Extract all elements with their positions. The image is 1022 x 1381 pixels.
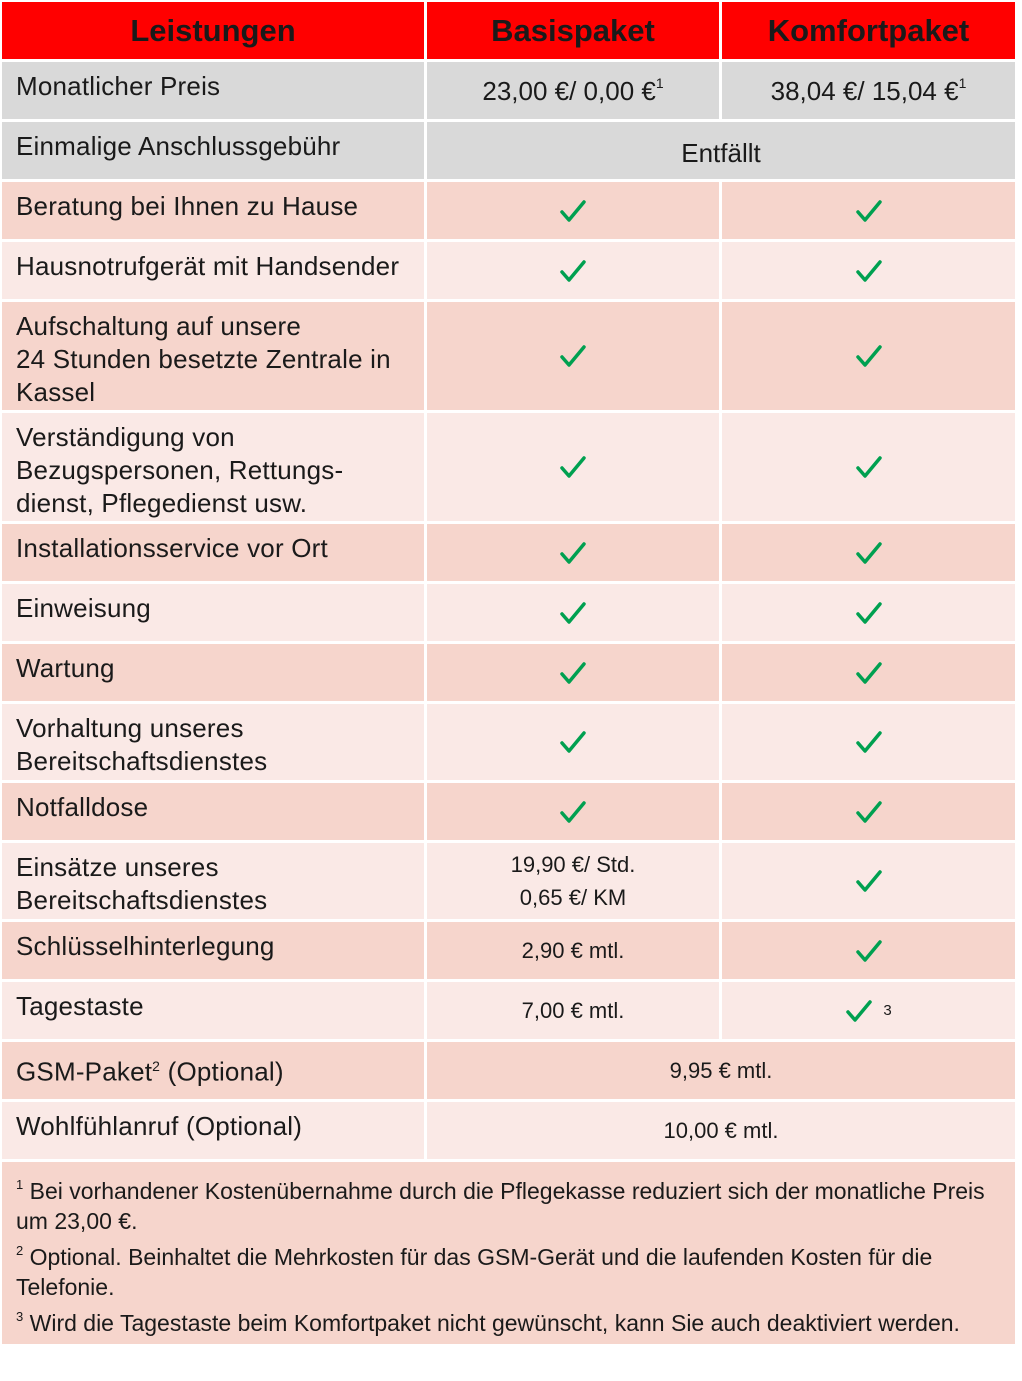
footnote-marker: 2 (152, 1058, 161, 1074)
merged-value-cell (427, 122, 1015, 179)
price-value: 7,00 € mtl. (521, 998, 625, 1023)
checkmark-icon (855, 728, 883, 756)
basis-cell (427, 62, 719, 119)
row-label (2, 242, 424, 299)
basis-cell (427, 182, 719, 239)
row-label-suffix: (Optional) (160, 1056, 284, 1087)
merged-value: 9,95 € mtl. (669, 1058, 773, 1083)
footnote-marker: 3 (883, 1002, 892, 1019)
checkmark-icon (855, 798, 883, 826)
footnote-number: 1 (16, 1177, 24, 1192)
row-label-text: Einmalige Anschlussgebühr (16, 131, 341, 161)
table-row (2, 1042, 1015, 1099)
row-label (2, 1102, 424, 1159)
basis-cell (427, 584, 719, 641)
header-leistungen: Leistungen (2, 2, 424, 59)
row-label-text: Installationsservice vor Ort (16, 533, 328, 563)
row-label-text: Notfalldose (16, 792, 149, 822)
checkmark-icon (559, 342, 587, 370)
checkmark-icon (855, 659, 883, 687)
basis-cell (427, 783, 719, 840)
row-label-line: Bereitschaftsdienstes (16, 746, 268, 776)
row-label (2, 62, 424, 119)
komfort-cell (722, 644, 1015, 701)
komfort-cell (722, 704, 1015, 780)
footnote-number: 3 (16, 1309, 24, 1324)
basis-cell (427, 302, 719, 410)
row-label (2, 843, 424, 919)
row-label-line: Bezugspersonen, Rettungs- (16, 455, 344, 485)
header-basispaket: Basispaket (427, 2, 719, 59)
basis-cell (427, 413, 719, 521)
table-row (2, 584, 1015, 641)
table-row (2, 62, 1015, 119)
row-label-line: dienst, Pflegedienst usw. (16, 488, 308, 518)
checkmark-icon (855, 342, 883, 370)
merged-value-cell (427, 1102, 1015, 1159)
table-header-row (2, 2, 1015, 59)
footnotes-row (2, 1162, 1015, 1344)
basis-cell (427, 982, 719, 1039)
komfort-cell (722, 783, 1015, 840)
checkmark-icon (559, 453, 587, 481)
checkmark-icon (855, 539, 883, 567)
checkmark-icon (559, 659, 587, 687)
row-label-line: Aufschaltung auf unsere (16, 311, 302, 341)
basis-cell (427, 843, 719, 919)
komfort-cell (722, 922, 1015, 979)
checkmark-icon (559, 798, 587, 826)
komfort-cell (722, 242, 1015, 299)
row-label-text: Beratung bei Ihnen zu Hause (16, 191, 359, 221)
checkmark-icon (559, 197, 587, 225)
row-label (2, 584, 424, 641)
row-label-line: 24 Stunden besetzte Zentrale in (16, 344, 391, 374)
table-row (2, 242, 1015, 299)
row-label-text: GSM-Paket (16, 1056, 153, 1087)
table-row (2, 524, 1015, 581)
footnote (16, 1302, 1001, 1338)
row-label-text: Hausnotrufgerät mit Handsender (16, 251, 400, 281)
komfort-cell (722, 843, 1015, 919)
komfort-cell (722, 584, 1015, 641)
checkmark-icon (559, 728, 587, 756)
footnotes (2, 1162, 1015, 1344)
row-label-line: Kassel (16, 377, 96, 407)
row-label (2, 524, 424, 581)
merged-value: Entfällt (681, 138, 761, 168)
row-label (2, 1042, 424, 1099)
basis-cell (427, 242, 719, 299)
checkmark-icon (855, 937, 883, 965)
komfort-cell (722, 182, 1015, 239)
footnote (16, 1236, 1001, 1302)
row-label-line: Verständigung von (16, 422, 235, 452)
footnote (16, 1170, 1001, 1236)
checkmark-icon (559, 599, 587, 627)
komfort-cell (722, 302, 1015, 410)
row-label-text: Tagestaste (16, 991, 144, 1021)
footnote-number: 2 (16, 1243, 24, 1258)
komfort-cell (722, 62, 1015, 119)
table-row (2, 704, 1015, 780)
row-label-line: Vorhaltung unseres (16, 713, 244, 743)
table-row (2, 182, 1015, 239)
row-label-text: Wartung (16, 653, 115, 683)
table-row (2, 302, 1015, 410)
row-label (2, 182, 424, 239)
table-row (2, 922, 1015, 979)
footnote-marker: 1 (655, 74, 664, 91)
row-label-line: Bereitschaftsdienstes (16, 885, 268, 915)
footnote-text: Bei vorhandener Kostenübernahme durch die Pflegekasse reduziert sich der monatliche Preis um 23,00 €. (16, 1178, 985, 1234)
table-row (2, 1102, 1015, 1159)
row-label (2, 922, 424, 979)
table-row (2, 122, 1015, 179)
row-label-text: Schlüsselhinterlegung (16, 931, 275, 961)
row-label-text: Wohlfühlanruf (Optional) (16, 1111, 303, 1141)
checkmark-icon (855, 197, 883, 225)
checkmark-icon (855, 599, 883, 627)
table-row (2, 843, 1015, 919)
row-label (2, 982, 424, 1039)
footnote-marker: 1 (958, 74, 967, 91)
table-row (2, 982, 1015, 1039)
merged-value: 10,00 € mtl. (663, 1118, 779, 1143)
checkmark-icon (559, 539, 587, 567)
basis-cell (427, 644, 719, 701)
row-label (2, 644, 424, 701)
header-komfortpaket: Komfortpaket (722, 2, 1015, 59)
row-label (2, 413, 424, 521)
price-line: 0,65 €/ KM (519, 885, 627, 910)
komfort-cell (722, 413, 1015, 521)
price-value: 23,00 €/ 0,00 € (482, 75, 656, 106)
table-row (2, 413, 1015, 521)
footnote-text: Optional. Beinhaltet die Mehrkosten für das GSM-Gerät und die laufenden Kosten für die Telefonie. (16, 1244, 933, 1300)
row-label-text: Einweisung (16, 593, 151, 623)
row-label (2, 302, 424, 410)
komfort-cell (722, 524, 1015, 581)
row-label (2, 704, 424, 780)
checkmark-icon (855, 257, 883, 285)
basis-cell (427, 922, 719, 979)
row-label (2, 122, 424, 179)
basis-cell (427, 704, 719, 780)
footnote-text: Wird die Tagestaste beim Komfortpaket nicht gewünscht, kann Sie auch deaktiviert werden. (23, 1310, 960, 1336)
row-label (2, 783, 424, 840)
row-label-text: Monatlicher Preis (16, 71, 221, 101)
checkmark-icon (855, 453, 883, 481)
basis-cell (427, 524, 719, 581)
price-line: 19,90 €/ Std. (510, 852, 636, 877)
table-row (2, 644, 1015, 701)
checkmark-icon (559, 257, 587, 285)
price-value: 2,90 € mtl. (521, 938, 625, 963)
checkmark-icon (855, 867, 883, 895)
komfort-cell (722, 982, 1015, 1039)
checkmark-icon (845, 997, 873, 1025)
row-label-line: Einsätze unseres (16, 852, 219, 882)
table-row (2, 783, 1015, 840)
merged-value-cell (427, 1042, 1015, 1099)
price-value: 38,04 €/ 15,04 € (770, 75, 959, 106)
